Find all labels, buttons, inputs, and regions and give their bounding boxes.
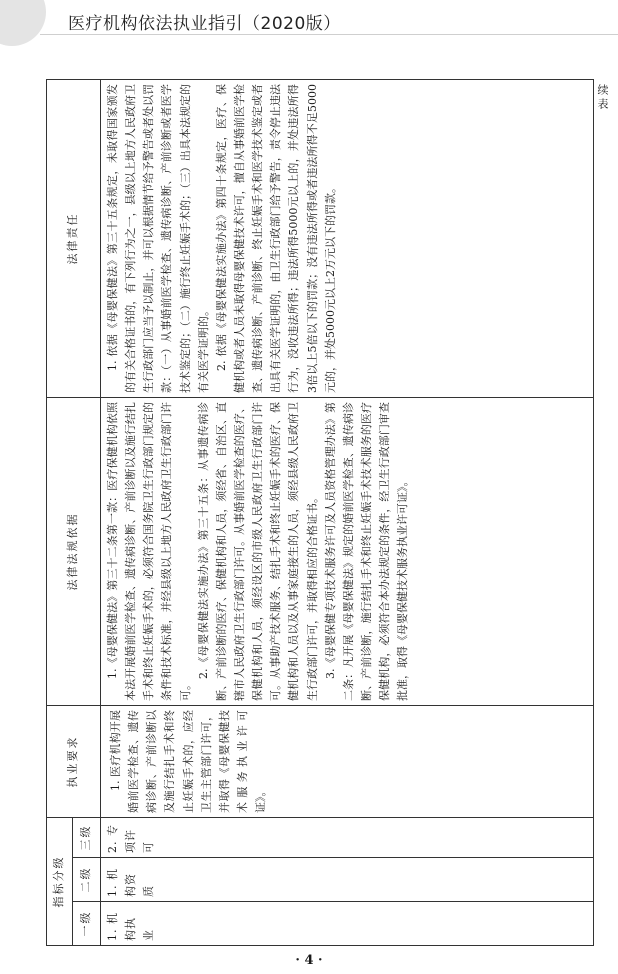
basis-header: 法律法规依据	[47, 397, 101, 705]
running-header-title: 医疗机构依法执业指引（2020版）	[68, 14, 341, 34]
liability-item: 2. 依据《母婴保健法实施办法》第四十条规定，医疗、保健机构或者人员未取得母婴保健技术许可，擅自从事婚前医学检查、遗传病诊断、产前诊断、终止妊娠手术和医学技术鉴定或者出具有关医学证明的，由卫生行政部门给予警告，责令停止违法行为，没收违法所得；违法所得5000元以上的，并处违法所得3倍以上5倍以下的罚款；没有违法所得或者违法所得不足5000元的，并处5000元以上2万元以下的罚款。	[214, 83, 337, 393]
table-header-row	[47, 79, 73, 945]
basis-item: 1.《母婴保健法》第三十二条第一款：医疗保健机构依照本法开展婚前医学检查、遗传病诊断、产前诊断以及施行结扎手术和终止妊娠手术的，必须符合国务院卫生行政部门规定的条件和技术标准，并经县级以上地方人民政府卫生行政部门许可。	[106, 401, 192, 701]
liability-header: 法律责任	[47, 79, 101, 397]
basis-cell	[101, 397, 594, 705]
regulation-table	[46, 79, 594, 946]
header-decoration-circle	[0, 0, 46, 46]
header-rule	[40, 34, 618, 35]
level3-header: 三级	[73, 817, 101, 857]
level2-header: 二级	[73, 858, 101, 902]
table-row	[101, 79, 594, 945]
rotated-table-container	[46, 80, 594, 946]
basis-item: 2.《母婴保健法实施办法》第三十五条：从事遗传病诊断、产前诊断的医疗、保健机构和人员，须经省、自治区、直辖市人民政府卫生行政部门许可。从事婚前医学检查的医疗、保健机构和人员，须经设区的市级人民政府卫生行政部门许可。从事助产技术服务、结扎手术和终止妊娠手术的医疗、保健机构和人员以及从事家庭接生的人员，须经县级人民政府卫生行政部门许可，并取得相应的合格证书。	[196, 401, 319, 701]
level2-cell: 1. 机构资质	[101, 858, 594, 902]
page-number: · 4 ·	[295, 953, 323, 968]
level3-cell: 2. 专项许可	[101, 817, 594, 857]
level-group-header: 指标分级	[47, 817, 73, 945]
requirement-text: 1. 医疗机构开展婚前医学检查、遗传病诊断、产前诊断以及施行结扎手术和终止妊娠手术的，应经卫生主管部门许可，并取得《母婴保健技术服务执业许可证》。	[109, 709, 268, 813]
level1-cell: 1. 机构执业	[101, 902, 594, 946]
liability-cell	[101, 79, 594, 397]
level1-header: 一级	[73, 902, 101, 946]
requirement-cell	[101, 705, 594, 817]
basis-item: 3.《母婴保健专项技术服务许可及人员资格管理办法》第二条：凡开展《母婴保健法》规定的婚前医学检查、遗传病诊断、产前诊断，施行结扎手术和终止妊娠手术技术服务的医疗保健机构，必须符合本办法规定的条件，经卫生行政部门审查批准，取得《母婴保健技术服务执业许可证》。	[323, 401, 410, 701]
requirement-header: 执业要求	[47, 705, 101, 817]
continued-label: 续表	[596, 84, 609, 112]
liability-item: 1. 依据《母婴保健法》第三十五条规定，未取得国家颁发的有关合格证书的，有下列行为之一，县级以上地方人民政府卫生行政部门应当予以制止，并可以根据情节给予警告或者处以罚款：（一）从事婚前医学检查、遗传病诊断、产前诊断或者医学技术鉴定的；（二）施行终止妊娠手术的；（三）出具本法规定的有关医学证明的。	[106, 83, 210, 393]
